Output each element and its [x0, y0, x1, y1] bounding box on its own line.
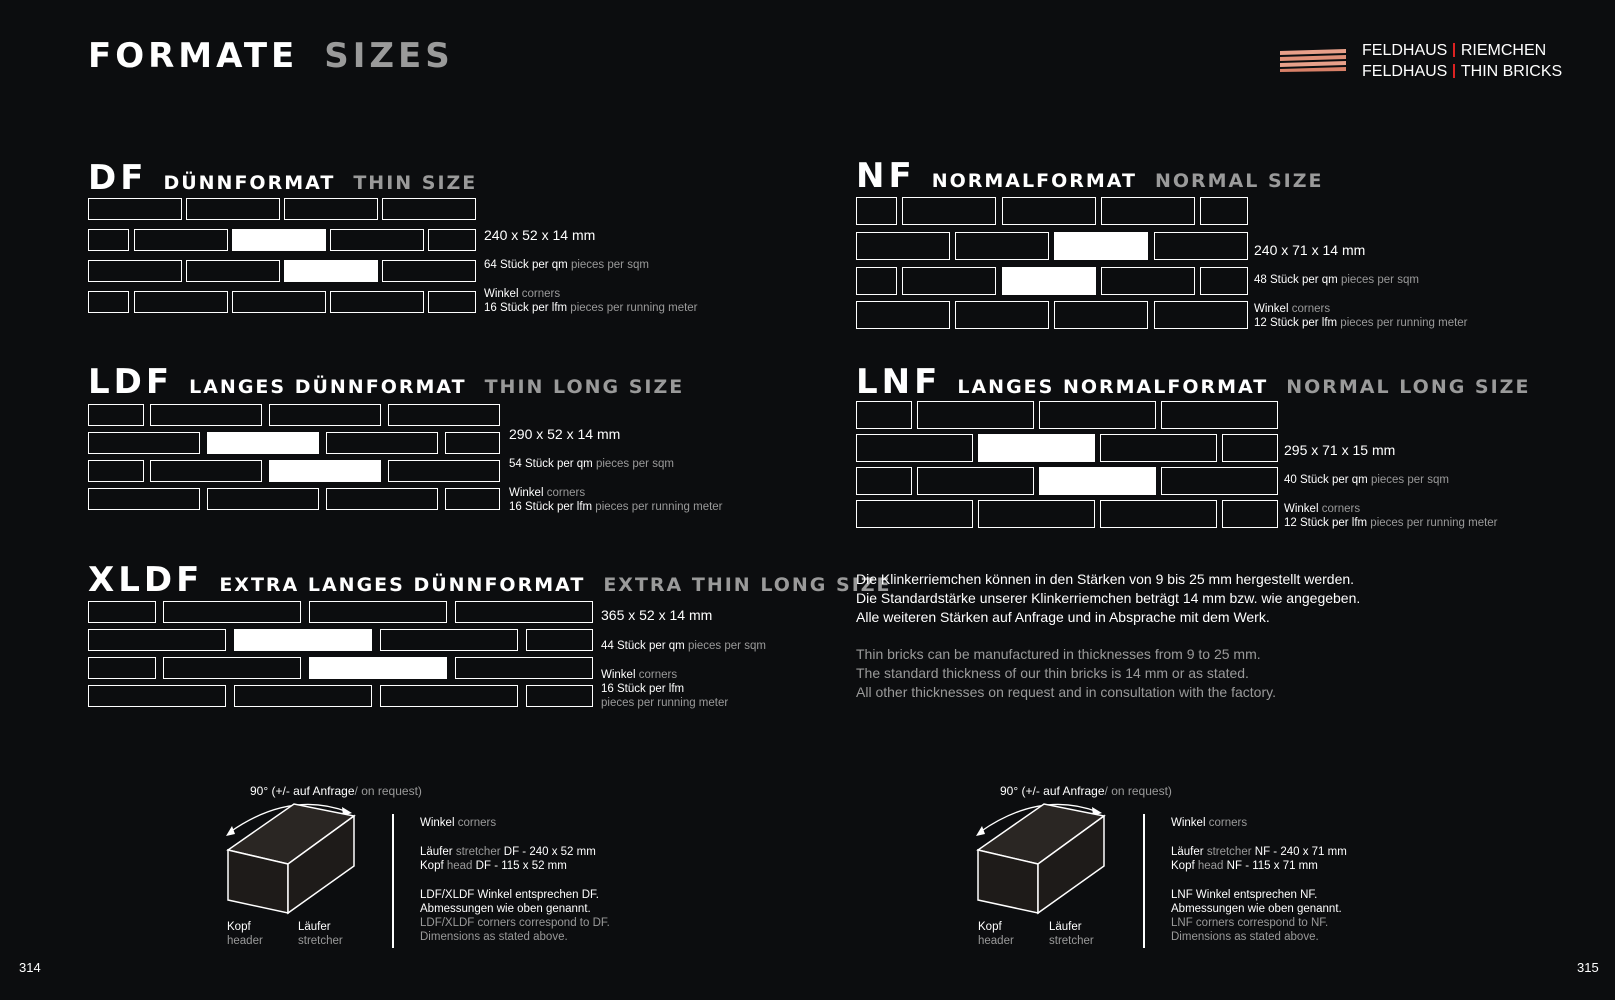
corner-right-info — [1171, 816, 1347, 944]
brick — [88, 460, 144, 482]
nf-name-en: NORMAL SIZE — [1154, 170, 1324, 192]
highlighted-brick — [269, 460, 381, 482]
laeufer-de: Läufer — [420, 846, 453, 858]
nf-per-qm — [1254, 273, 1419, 287]
df-brick-pattern — [88, 198, 478, 316]
note-en: LNF corners correspond to NF. — [1171, 917, 1329, 929]
brick — [856, 434, 973, 462]
brand-line2-left: FELDHAUS — [1362, 63, 1448, 80]
nf-name-de: NORMALFORMAT — [931, 170, 1137, 192]
brick — [88, 432, 200, 454]
lnf-code: LNF — [856, 362, 942, 402]
brick — [455, 601, 593, 623]
brick — [902, 267, 996, 295]
nf-brick-pattern — [856, 197, 1250, 331]
angle-de: 90° (+/- auf Anfrage — [1000, 784, 1105, 798]
per-lfm-en: pieces per running meter — [1370, 517, 1498, 529]
brick — [326, 432, 438, 454]
lnf-name-de: LANGES NORMALFORMAT — [957, 376, 1269, 398]
brick — [856, 401, 912, 429]
ldf-brick-pattern — [88, 404, 504, 522]
ldf-dimensions: 290 x 52 x 14 mm — [509, 426, 621, 442]
highlighted-brick — [207, 432, 319, 454]
nf-heading — [856, 156, 1323, 196]
corners-label: corners — [638, 669, 678, 681]
brick — [1101, 197, 1195, 225]
laeufer-value: NF - 240 x 71 mm — [1254, 846, 1347, 858]
brick — [134, 229, 228, 251]
lnf-name-en: NORMAL LONG SIZE — [1286, 376, 1531, 398]
per-lfm-de: 12 Stück per lfm — [1284, 517, 1368, 529]
highlighted-brick — [284, 260, 378, 282]
laeufer-de: Läufer — [1049, 921, 1082, 933]
brick — [269, 404, 381, 426]
brick — [428, 229, 476, 251]
brick — [88, 657, 156, 679]
corners-label: corners — [1208, 817, 1248, 829]
highlighted-brick — [232, 229, 326, 251]
per-qm-en: pieces per sqm — [1370, 474, 1449, 486]
brick — [1222, 500, 1278, 528]
winkel-label: Winkel — [601, 669, 636, 681]
laeufer-value: DF - 240 x 52 mm — [503, 846, 596, 858]
note-de: LDF/XLDF Winkel entsprechen DF. — [420, 889, 599, 901]
thickness-text-en — [856, 645, 1276, 702]
winkel-label: Winkel — [484, 288, 519, 300]
lnf-dimensions: 295 x 71 x 15 mm — [1284, 442, 1396, 458]
nf-code: NF — [856, 156, 916, 196]
per-lfm-de: 16 Stück per lfm — [601, 683, 685, 695]
brick — [207, 488, 319, 510]
brick — [88, 685, 226, 707]
brick — [380, 629, 518, 651]
winkel-label: Winkel — [1284, 503, 1319, 515]
brick — [150, 460, 262, 482]
per-lfm-en: pieces per running meter — [595, 501, 723, 513]
brick — [326, 488, 438, 510]
title-en: SIZES — [324, 36, 454, 76]
brick — [330, 229, 424, 251]
title-de: FORMATE — [88, 36, 299, 76]
brick — [955, 232, 1049, 260]
text-line: Die Klinkerriemchen können in den Stärken von 9 bis 25 mm hergestellt werden. — [856, 571, 1355, 587]
brick — [186, 260, 280, 282]
note-en: Dimensions as stated above. — [420, 931, 568, 943]
corners-label: corners — [1321, 503, 1361, 515]
brick — [284, 198, 378, 220]
ldf-name-en: THIN LONG SIZE — [484, 376, 685, 398]
brick — [955, 301, 1049, 329]
per-qm-en: pieces per sqm — [595, 458, 674, 470]
lnf-corners-info — [1284, 502, 1498, 530]
brick — [856, 500, 973, 528]
brick — [380, 685, 518, 707]
brand-divider — [1453, 43, 1455, 57]
brick — [134, 291, 228, 313]
brick — [1222, 434, 1278, 462]
brick — [1154, 301, 1248, 329]
text-line: Alle weiteren Stärken auf Anfrage und in Absprache mit dem Werk. — [856, 609, 1270, 625]
brick — [382, 260, 476, 282]
laeufer-label — [1049, 920, 1094, 948]
xldf-brick-pattern — [88, 601, 596, 719]
winkel-label: Winkel — [1171, 817, 1206, 829]
laeufer-en: stretcher — [298, 935, 343, 947]
brick — [1054, 301, 1148, 329]
note-de: Abmessungen wie oben genannt. — [420, 903, 591, 915]
ldf-code: LDF — [88, 362, 174, 402]
per-qm-en: pieces per sqm — [687, 640, 766, 652]
corners-label: corners — [521, 288, 561, 300]
brand-line2-right: THIN BRICKS — [1460, 63, 1563, 80]
kopf-de: Kopf — [227, 921, 251, 933]
text-line: The standard thickness of our thin bricks is 14 mm or as stated. — [856, 665, 1249, 681]
brick — [234, 685, 372, 707]
df-corners-info — [484, 287, 698, 315]
stretcher-en: stretcher — [455, 846, 501, 858]
brand-divider — [1453, 64, 1455, 78]
corners-label: corners — [1291, 303, 1331, 315]
highlighted-brick — [1002, 267, 1096, 295]
per-lfm-en: pieces per running meter — [601, 697, 729, 709]
brick — [526, 629, 593, 651]
ldf-name-de: LANGES DÜNNFORMAT — [189, 376, 467, 398]
brick — [88, 601, 156, 623]
per-qm-de: 40 Stück per qm — [1284, 474, 1368, 486]
brick — [1101, 267, 1195, 295]
brand-line1-right: RIEMCHEN — [1460, 42, 1547, 59]
xldf-corners-info — [601, 668, 728, 710]
df-name-de: DÜNNFORMAT — [163, 172, 336, 194]
text-line: All other thicknesses on request and in consultation with the factory. — [856, 684, 1276, 700]
brick — [455, 657, 593, 679]
df-heading — [88, 158, 477, 198]
winkel-label: Winkel — [1254, 303, 1289, 315]
angle-de: 90° (+/- auf Anfrage — [250, 784, 355, 798]
kopf-en: header — [227, 935, 263, 947]
xldf-code: XLDF — [88, 560, 204, 600]
brand-line1-left: FELDHAUS — [1362, 42, 1448, 59]
brick — [388, 460, 500, 482]
ldf-corners-info — [509, 486, 723, 514]
per-qm-de: 64 Stück per qm — [484, 259, 568, 271]
kopf-de: Kopf — [978, 921, 1002, 933]
laeufer-en: stretcher — [1049, 935, 1094, 947]
ldf-per-qm — [509, 457, 674, 471]
brick — [88, 629, 226, 651]
brick — [88, 404, 144, 426]
brick — [150, 404, 262, 426]
brick — [856, 301, 950, 329]
angle-en: / on request) — [354, 784, 422, 798]
angle-en: / on request) — [1104, 784, 1172, 798]
brick — [917, 467, 1034, 495]
brick — [1200, 197, 1248, 225]
brick — [1200, 267, 1248, 295]
brick — [1161, 401, 1278, 429]
brick — [902, 197, 996, 225]
head-en: head — [446, 860, 473, 872]
brick — [382, 198, 476, 220]
brick — [309, 601, 447, 623]
brick — [1154, 232, 1248, 260]
corners-label: corners — [457, 817, 497, 829]
brick — [917, 401, 1034, 429]
brick-logo-icon — [1278, 47, 1348, 78]
note-de: LNF Winkel entsprechen NF. — [1171, 889, 1318, 901]
winkel-label: Winkel — [420, 817, 455, 829]
per-lfm-de: 16 Stück per lfm — [509, 501, 593, 513]
kopf-en: header — [978, 935, 1014, 947]
highlighted-brick — [1039, 467, 1156, 495]
df-code: DF — [88, 158, 148, 198]
ldf-heading — [88, 362, 684, 402]
brick — [1100, 500, 1217, 528]
per-qm-de: 54 Stück per qm — [509, 458, 593, 470]
brick — [88, 291, 129, 313]
per-qm-de: 48 Stück per qm — [1254, 274, 1338, 286]
corner-left-info — [420, 816, 610, 944]
brick — [428, 291, 476, 313]
text-line: Die Standardstärke unserer Klinkerriemchen beträgt 14 mm bzw. wie angegeben. — [856, 590, 1361, 606]
brick — [1100, 434, 1217, 462]
divider-line — [392, 814, 394, 948]
brick — [856, 197, 897, 225]
brick — [88, 488, 200, 510]
divider-line — [1143, 814, 1145, 948]
highlighted-brick — [1054, 232, 1148, 260]
kopf-label — [227, 920, 263, 948]
brick — [1039, 401, 1156, 429]
kopf-value: NF - 115 x 71 mm — [1226, 860, 1318, 872]
brick — [1161, 467, 1278, 495]
page-number-right: 315 — [1577, 960, 1599, 975]
brick — [88, 198, 182, 220]
corner-brick-icon — [220, 796, 370, 921]
page-title — [88, 36, 454, 76]
brick — [88, 229, 129, 251]
xldf-name-de: EXTRA LANGES DÜNNFORMAT — [219, 574, 586, 596]
per-qm-en: pieces per sqm — [570, 259, 649, 271]
xldf-name-en: EXTRA THIN LONG SIZE — [603, 574, 892, 596]
brick — [163, 657, 301, 679]
xldf-dimensions: 365 x 52 x 14 mm — [601, 607, 713, 623]
kopf-label — [978, 920, 1014, 948]
brick — [232, 291, 326, 313]
brick — [330, 291, 424, 313]
brick — [1002, 197, 1096, 225]
df-name-en: THIN SIZE — [353, 172, 478, 194]
kopf-value: DF - 115 x 52 mm — [475, 860, 567, 872]
per-qm-en: pieces per sqm — [1340, 274, 1419, 286]
corner-brick-icon — [970, 796, 1120, 921]
note-en: Dimensions as stated above. — [1171, 931, 1319, 943]
per-qm-de: 44 Stück per qm — [601, 640, 685, 652]
thickness-text-de — [856, 570, 1360, 627]
xldf-heading — [88, 560, 892, 600]
stretcher-en: stretcher — [1206, 846, 1252, 858]
kopf-de: Kopf — [420, 860, 444, 872]
brick — [388, 404, 500, 426]
text-line: Thin bricks can be manufactured in thicknesses from 9 to 25 mm. — [856, 646, 1261, 662]
laeufer-label — [298, 920, 343, 948]
brick — [445, 432, 500, 454]
brick — [163, 601, 301, 623]
highlighted-brick — [309, 657, 447, 679]
lnf-per-qm — [1284, 473, 1449, 487]
nf-corners-info — [1254, 302, 1468, 330]
per-lfm-de: 12 Stück per lfm — [1254, 317, 1338, 329]
corners-label: corners — [546, 487, 586, 499]
per-lfm-en: pieces per running meter — [570, 302, 698, 314]
lnf-brick-pattern — [856, 401, 1280, 533]
brick — [978, 500, 1095, 528]
brick — [856, 267, 897, 295]
kopf-de: Kopf — [1171, 860, 1195, 872]
nf-dimensions: 240 x 71 x 14 mm — [1254, 242, 1366, 258]
brick — [856, 232, 950, 260]
brick — [526, 685, 593, 707]
brick — [186, 198, 280, 220]
brand-block — [1362, 40, 1562, 82]
page-number-left: 314 — [19, 960, 41, 975]
df-dimensions: 240 x 52 x 14 mm — [484, 227, 596, 243]
brick — [856, 467, 912, 495]
per-lfm-de: 16 Stück per lfm — [484, 302, 568, 314]
xldf-per-qm — [601, 639, 766, 653]
per-lfm-en: pieces per running meter — [1340, 317, 1468, 329]
note-de: Abmessungen wie oben genannt. — [1171, 903, 1342, 915]
highlighted-brick — [978, 434, 1095, 462]
head-en: head — [1197, 860, 1224, 872]
brick — [445, 488, 500, 510]
laeufer-de: Läufer — [1171, 846, 1204, 858]
note-en: LDF/XLDF corners correspond to DF. — [420, 917, 610, 929]
df-per-qm — [484, 258, 649, 272]
winkel-label: Winkel — [509, 487, 544, 499]
brick — [88, 260, 182, 282]
highlighted-brick — [234, 629, 372, 651]
lnf-heading — [856, 362, 1530, 402]
laeufer-de: Läufer — [298, 921, 331, 933]
